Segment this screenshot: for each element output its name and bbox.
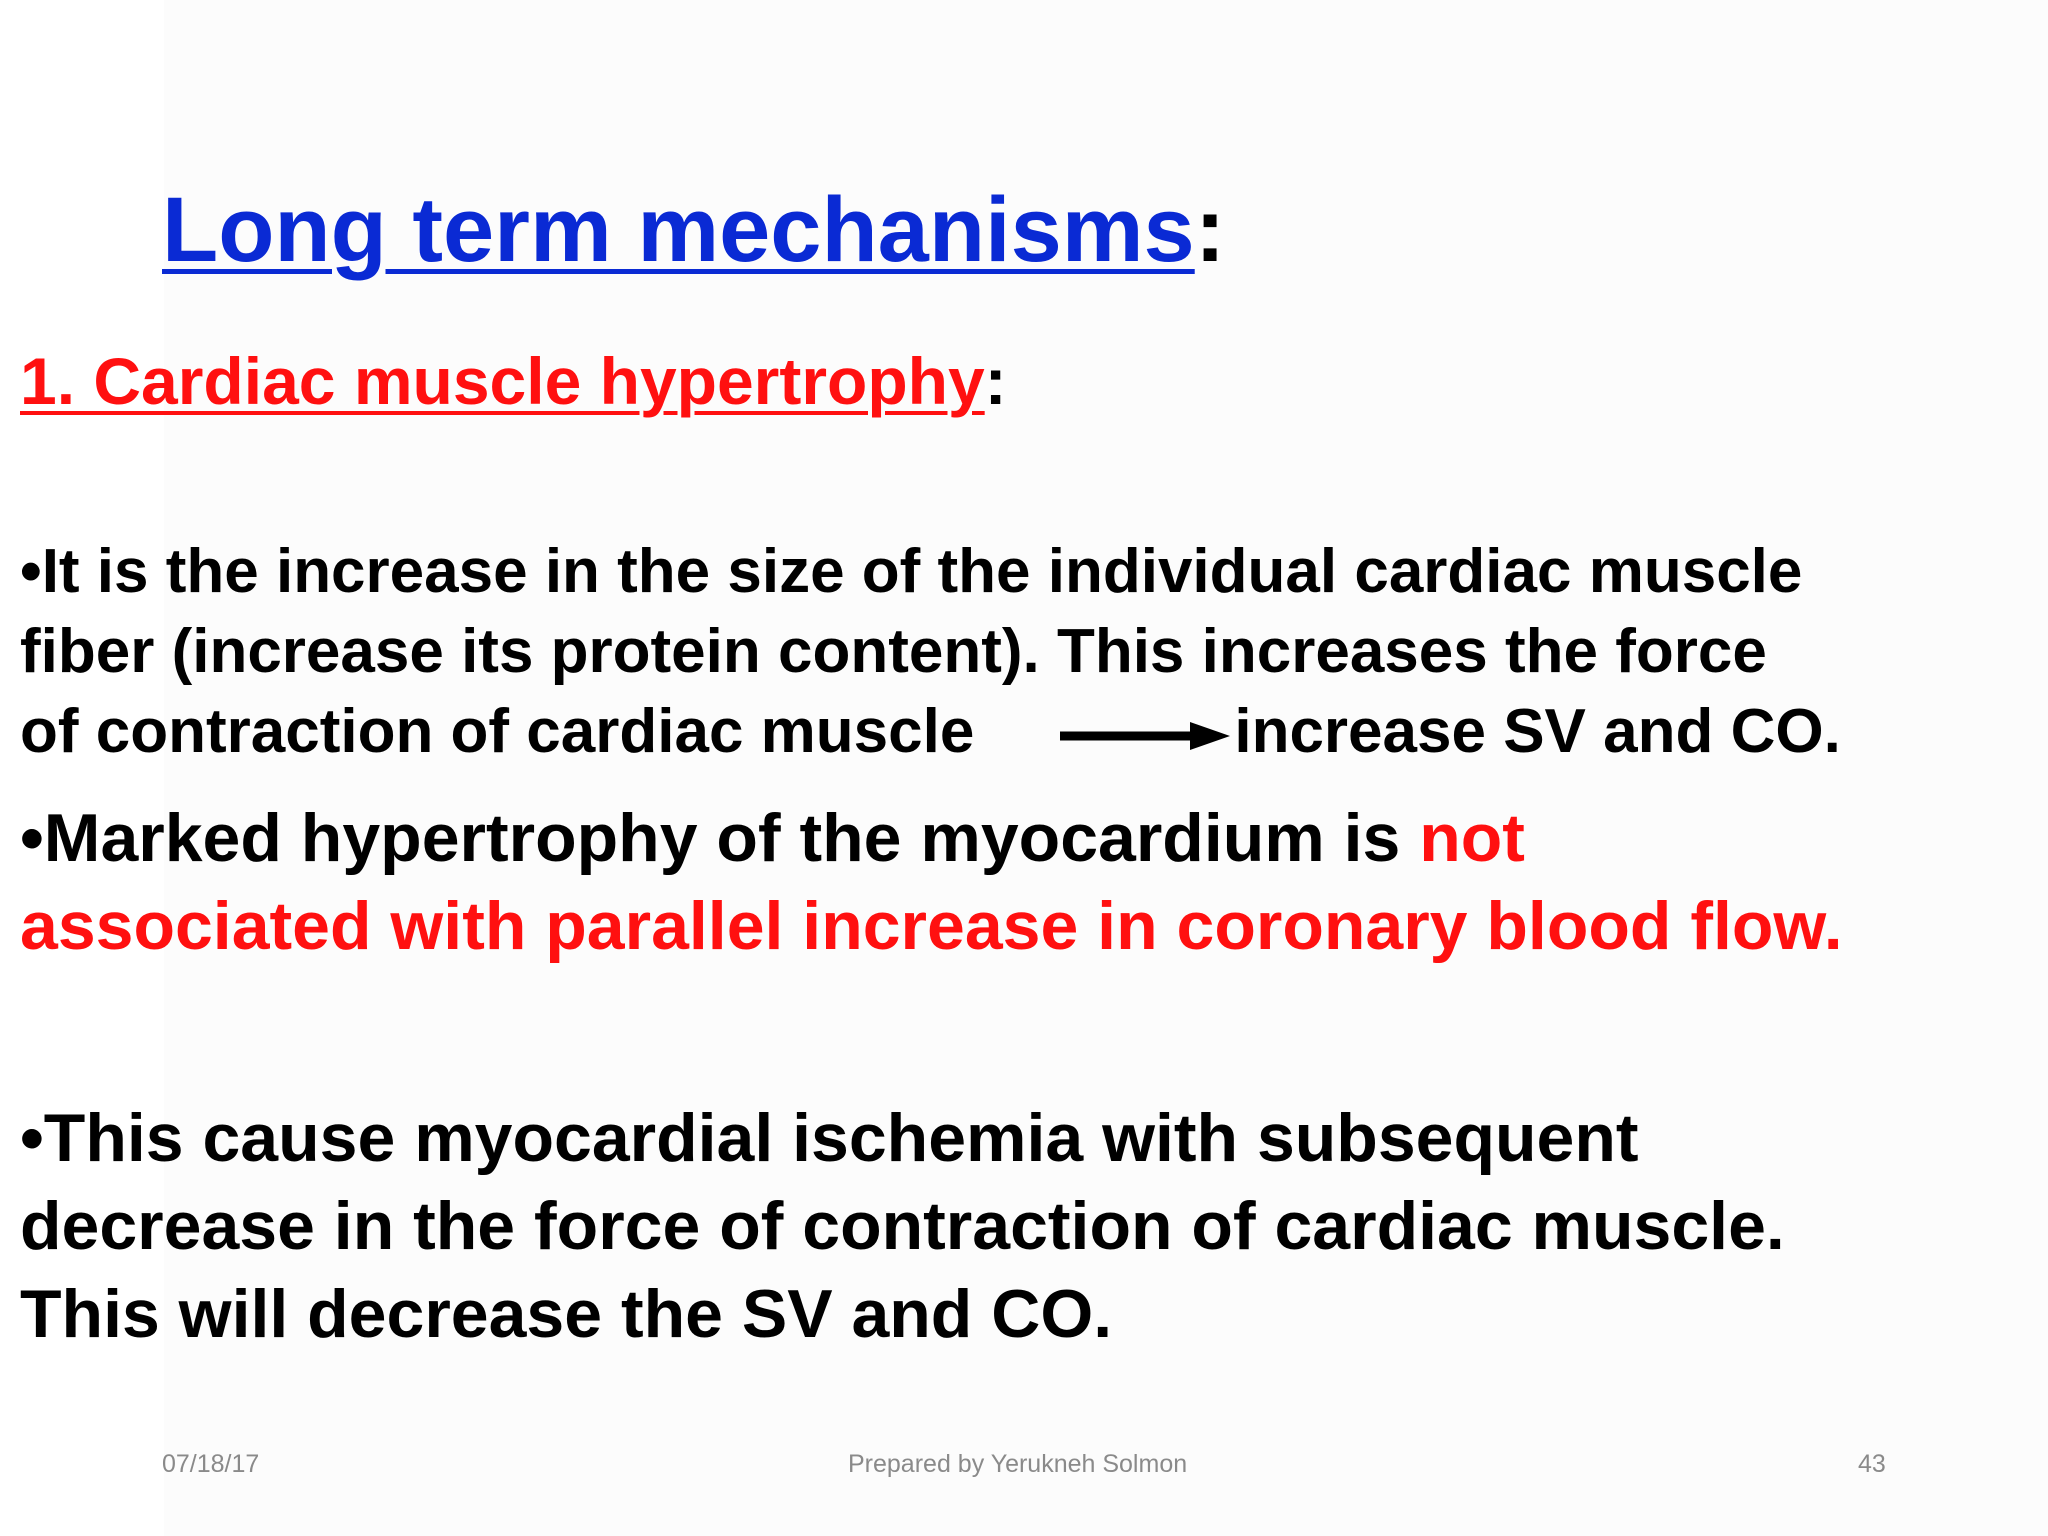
bullet-definition-line-3-start: of contraction of cardiac muscle — [20, 697, 975, 766]
section-heading-colon: : — [984, 344, 1007, 418]
bullet-coronary-flow-line-2: associated with parallel increase in coronary blood flow. — [20, 888, 1843, 964]
bullet-definition-line-1: •It is the increase in the size of the individual cardiac muscle — [20, 537, 1803, 606]
bullet-definition — [20, 532, 1841, 772]
bullet-coronary-flow-line-1 — [20, 794, 1843, 882]
slide-title — [162, 178, 1225, 284]
bullet-definition-line-3-end: increase SV and CO. — [1234, 697, 1841, 766]
bullet-ischemia — [20, 1094, 1785, 1358]
slide-title-text: Long term mechanisms — [162, 179, 1195, 281]
footer-author: Prepared by Yerukneh Solmon — [848, 1450, 1188, 1478]
footer-page-number: 43 — [1858, 1450, 1886, 1478]
bullet-coronary-flow-line-1-red: not — [1419, 800, 1525, 876]
bullet-ischemia-line-3: This will decrease the SV and CO. — [20, 1276, 1113, 1352]
right-arrow-icon — [1060, 730, 1230, 742]
bullet-coronary-flow — [20, 794, 1843, 970]
slide-title-colon: : — [1194, 179, 1226, 281]
bullet-coronary-flow-line-1-black: •Marked hypertrophy of the myocardium is — [20, 800, 1420, 876]
bullet-ischemia-line-2: decrease in the force of contraction of cardiac muscle. — [20, 1188, 1785, 1264]
bullet-ischemia-line-1: •This cause myocardial ischemia with subsequent — [20, 1100, 1639, 1176]
bullet-definition-line-3 — [20, 692, 1841, 772]
footer-date: 07/18/17 — [162, 1450, 260, 1478]
bullet-definition-line-2: fiber (increase its protein content). This increases the force — [20, 617, 1767, 686]
section-heading-text: 1. Cardiac muscle hypertrophy — [20, 344, 985, 418]
section-heading — [20, 344, 1007, 420]
